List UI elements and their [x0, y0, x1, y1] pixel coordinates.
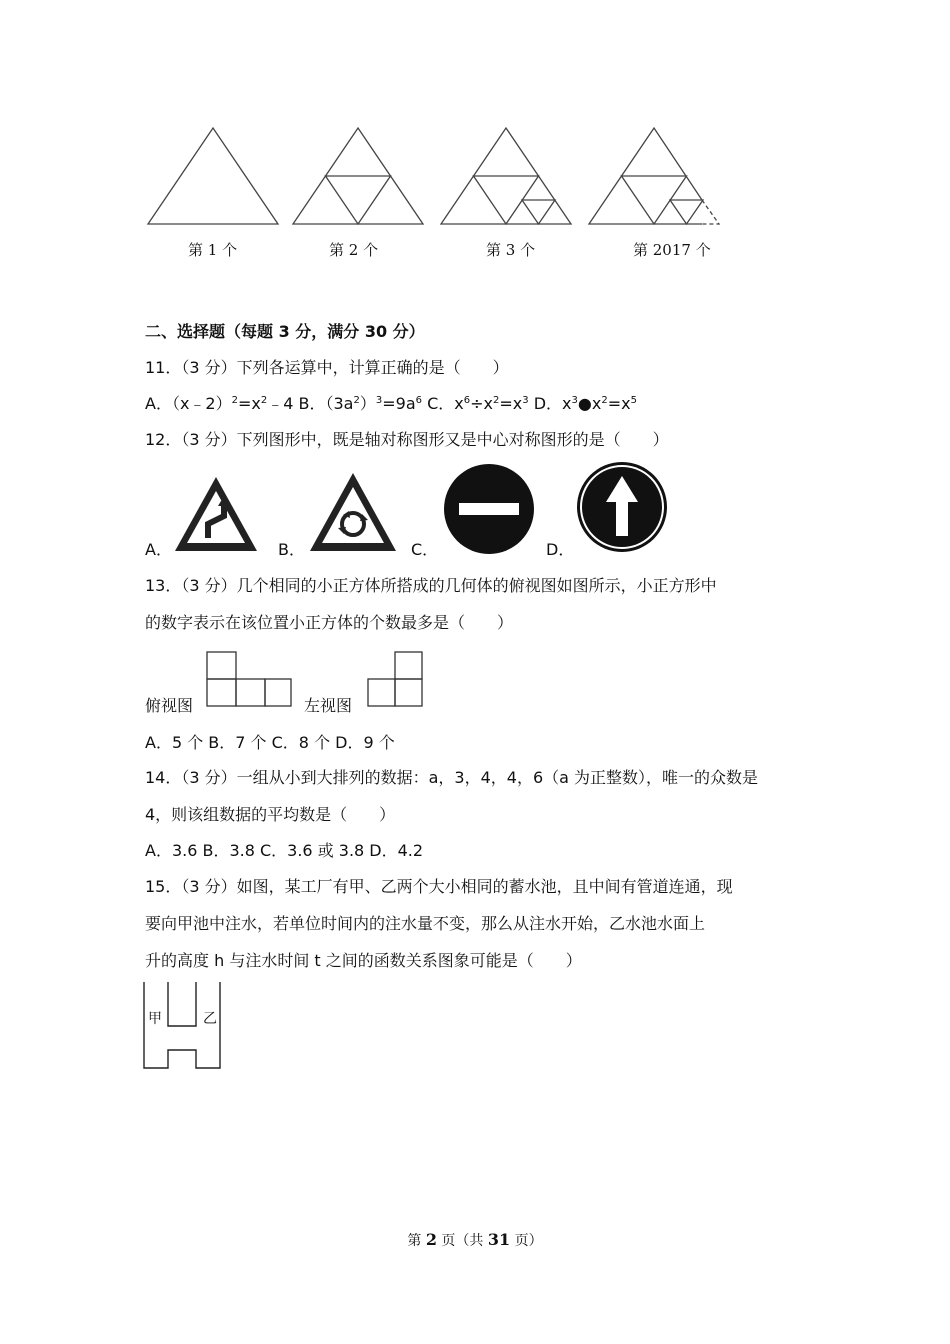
top-view-label: 俯视图	[145, 696, 194, 715]
winding-road-sign-icon	[172, 474, 260, 554]
figure-caption-2: 第 2 个	[329, 241, 379, 259]
q13-options: A．5 个 B．7 个 C．8 个 D．9 个	[145, 733, 395, 752]
q12-option-b-label: B．	[278, 540, 305, 559]
page-number: 2	[425, 1230, 437, 1249]
figure-caption-3: 第 3 个	[486, 241, 536, 259]
page-footer: 第 2 页（共 31 页）	[407, 1230, 543, 1249]
no-entry-sign-icon	[442, 462, 536, 556]
q12-option-c-label: C．	[411, 540, 439, 559]
pool-a-label: 甲	[148, 1011, 162, 1027]
left-view-label: 左视图	[304, 696, 353, 715]
figure-caption-2017: 第 2017 个	[633, 241, 711, 259]
straight-ahead-sign-icon	[575, 460, 669, 554]
page-total: 31	[487, 1230, 511, 1249]
q14-options: A．3.6 B．3.8 C．3.6 或 3.8 D．4.2	[145, 841, 424, 860]
q14-stem-line2: 4，则该组数据的平均数是（ ）	[145, 805, 396, 824]
q12-stem: 12．（3 分）下列图形中，既是轴对称图形又是中心对称图形的是（ ）	[145, 430, 669, 449]
section-title: 二、选择题（每题 3 分，满分 30 分）	[145, 322, 425, 341]
figure-caption-1: 第 1 个	[188, 241, 238, 259]
left-view-figure	[366, 650, 426, 708]
triangle-fig-2017	[589, 128, 719, 224]
top-view-figure	[205, 650, 295, 708]
q13-stem-line2: 的数字表示在该位置小正方体的个数最多是（ ）	[145, 613, 514, 632]
triangle-sequence-figure	[140, 120, 740, 230]
q12-option-d-label: D．	[546, 540, 575, 559]
q15-stem-line1: 15．（3 分）如图，某工厂有甲、乙两个大小相同的蓄水池，且中间有管道连通，现	[145, 877, 733, 896]
q15-stem-line3: 升的高度 h 与注水时间 t 之间的函数关系图象可能是（ ）	[145, 951, 582, 970]
pool-b-label: 乙	[203, 1011, 217, 1027]
q14-stem-line1: 14．（3 分）一组从小到大排列的数据：a，3，4，4，6（a 为正整数），唯一的众数是	[145, 768, 759, 787]
q11-options: A．$(x﹣2)^2=x^2﹣4$ B．$(3a^2)^3=9a^6$ C．$x^6\div x^2=x^3$ D．$x^3●x^2=x^5$	[145, 394, 637, 413]
q13-stem-line1: 13．（3 分）几个相同的小正方体所搭成的几何体的俯视图如图所示，小正方形中	[145, 576, 717, 595]
triangle-fig-3	[441, 128, 571, 224]
q12-option-a-label: A．	[145, 540, 172, 559]
triangle-fig-2	[293, 128, 423, 224]
triangle-fig-1	[148, 128, 278, 224]
q15-stem-line2: 要向甲池中注水，若单位时间内的注水量不变，那么从注水开始，乙水池水面上	[145, 914, 706, 933]
q11-stem: 11．（3 分）下列各运算中，计算正确的是（ ）	[145, 358, 509, 377]
roundabout-sign-icon	[307, 470, 399, 554]
